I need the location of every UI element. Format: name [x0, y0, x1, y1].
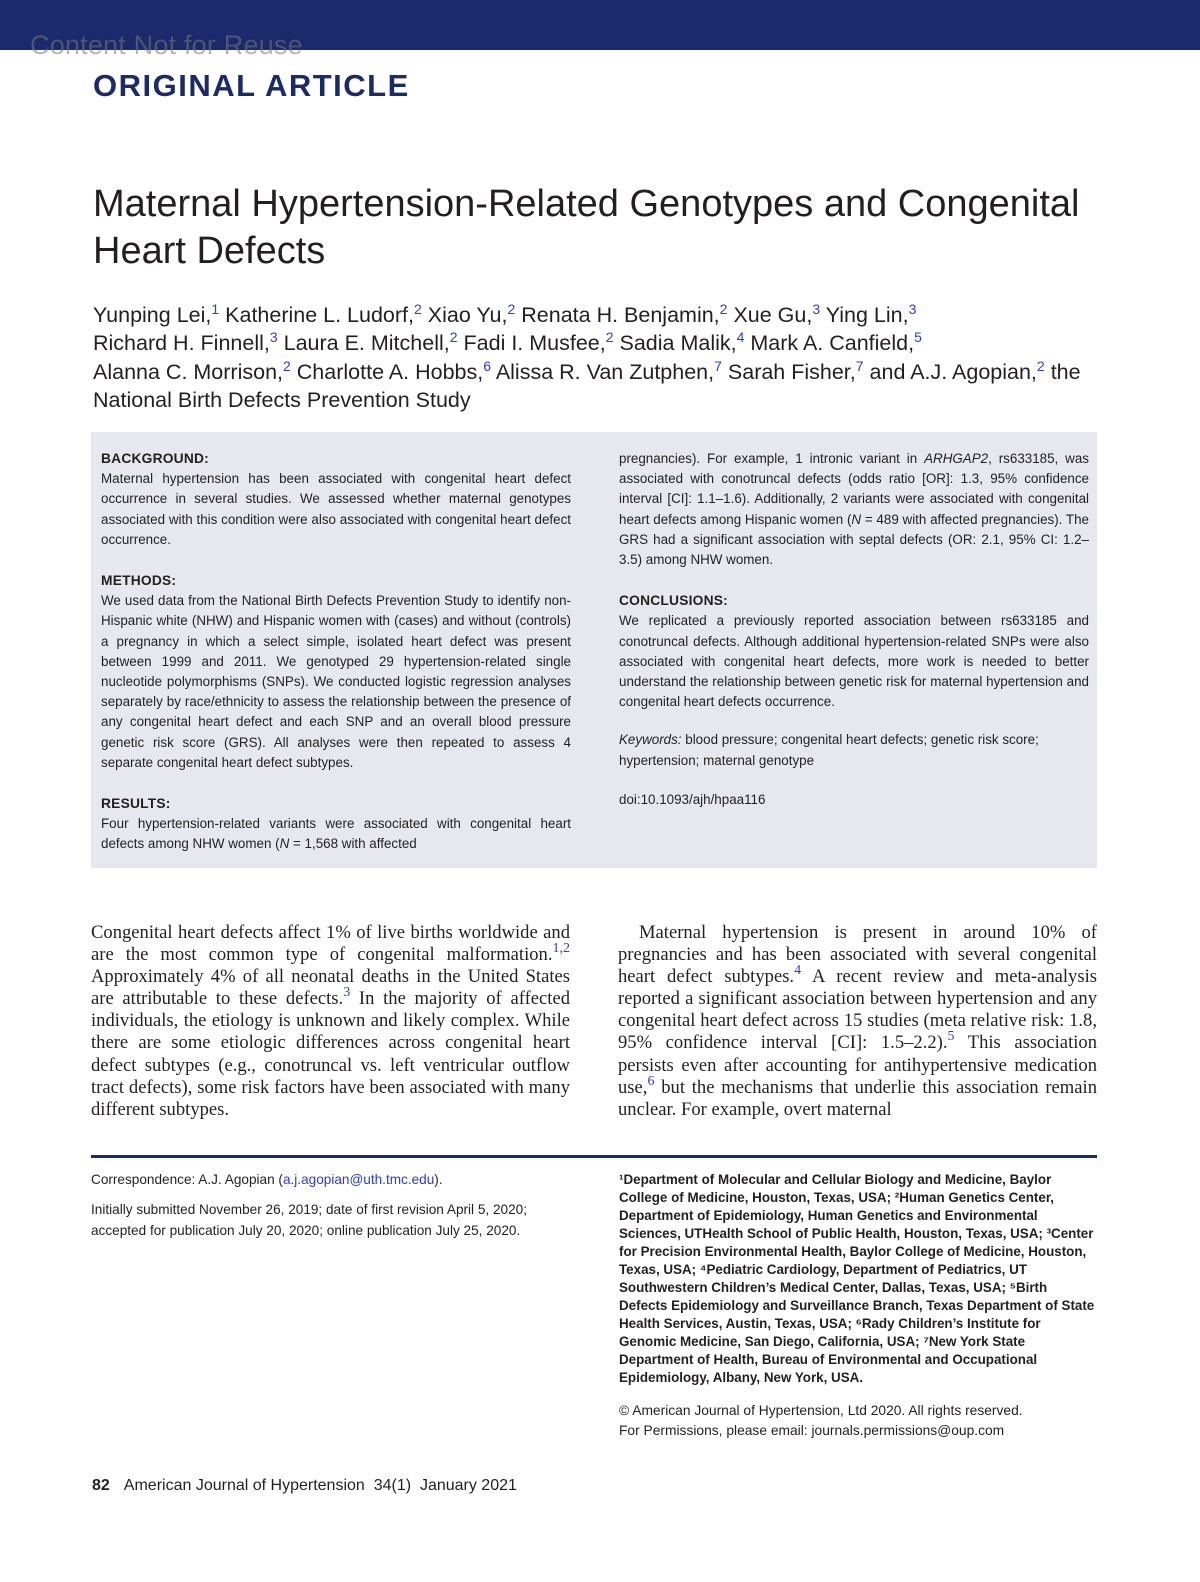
journal-citation: American Journal of Hypertension 34(1) January 2021 — [123, 1477, 517, 1494]
body-text-left-column — [91, 922, 570, 1121]
background-heading: BACKGROUND: — [101, 451, 209, 466]
author-affiliation-ref[interactable]: 3 — [812, 301, 821, 317]
author-affiliation-ref[interactable]: 2 — [414, 301, 422, 317]
page-number: 82 — [92, 1477, 110, 1494]
author: Alanna C. Morrison, — [93, 359, 283, 384]
author-affiliation-ref[interactable]: 2 — [449, 329, 458, 346]
author-affiliation-ref[interactable]: 4 — [736, 329, 745, 346]
correspondence-email-link[interactable]: a.j.agopian@uth.tmc.edu — [282, 1172, 435, 1187]
correspondence-label: Correspondence: A.J. Agopian ( — [91, 1172, 283, 1187]
methods-text: We used data from the National Birth Defects Prevention Study to identify non-Hispanic white (NHW) and Hispanic women with (cases) and without (controls) a pregnancy in which a select simple, isolated heart defect was present between 1999 and 2011. We genotyped 29 hypertension-related single nucleotide polymorphisms (SNPs). We conducted logistic regression analyses separately by race/ethnicity to assess the relationship between the presence of any congenital heart defect and each SNP and an overall blood pressure genetic risk score (GRS). All analyses were then repeated to assess 4 separate congenital heart defect subtypes. — [101, 593, 571, 770]
author: Laura E. Mitchell, — [283, 331, 450, 356]
body-text: but the mechanisms that underlie this association remain unclear. For example, overt maternal — [618, 1076, 1097, 1120]
author: Alissa R. Van Zutphen, — [495, 359, 715, 384]
author-affiliation-ref[interactable]: 2 — [605, 329, 614, 346]
citation-ref[interactable]: 6 — [647, 1073, 655, 1089]
author-affiliation-ref[interactable]: 7 — [714, 357, 722, 374]
abstract-left-column — [101, 449, 571, 855]
author: Katherine L. Ludorf, — [225, 303, 414, 327]
section-label: ORIGINAL ARTICLE — [93, 68, 410, 103]
results-text-continued — [619, 449, 1089, 570]
results-text-part: = 1,568 with affected — [289, 836, 417, 852]
keywords-label: Keywords: — [619, 732, 682, 748]
author-affiliation-ref[interactable]: 2 — [1036, 357, 1045, 374]
abstract-box — [91, 432, 1097, 868]
gene-name: ARHGAP2 — [924, 451, 989, 466]
citation-ref[interactable]: 4 — [794, 963, 802, 979]
author-affiliation-ref[interactable]: 2 — [507, 301, 516, 317]
background-text: Maternal hypertension has been associated with congenital heart defect occurrence in several studies. We assessed whether maternal genotypes associated with this condition were also associated with congenital heart defect occurrence. — [101, 471, 571, 547]
author: Mark A. Canfield, — [750, 331, 915, 356]
copyright-block — [619, 1401, 1097, 1440]
results-text-part: pregnancies). For example, 1 intronic variant in — [619, 451, 925, 466]
body-text: Approximately 4% of all neonatal deaths in the United States are attributable to these defects. — [91, 966, 570, 1010]
conclusions-heading: CONCLUSIONS: — [619, 593, 728, 609]
author: Yunping Lei, — [93, 303, 212, 327]
permissions: For Permissions, please email: journals.permissions@oup.com — [619, 1422, 1005, 1438]
results-text-part: = 489 with affected pregnancies). The GRS had a significant association with septal defects (OR: 2.1, 95% CI: 1.2–3.5) among NHW women. — [619, 511, 1089, 568]
author: Ying Lin, — [825, 303, 909, 327]
correspondence-block — [91, 1170, 569, 1251]
author: Fadi I. Musfee, — [463, 331, 606, 356]
author-affiliation-ref[interactable]: 1 — [211, 301, 220, 317]
results-text-part: Four hypertension-related variants were associated with congenital heart defects among NHW women ( — [101, 816, 571, 852]
author: Xiao Yu, — [427, 303, 508, 327]
correspondence-end: ). — [434, 1172, 443, 1187]
author: Richard H. Finnell, — [93, 331, 270, 356]
copyright: © American Journal of Hypertension, Ltd 2020. All rights reserved. — [619, 1403, 1023, 1418]
author: and A.J. Agopian, — [869, 359, 1037, 384]
doi[interactable]: doi:10.1093/ajh/hpaa116 — [619, 791, 766, 807]
author-affiliation-ref[interactable]: 2 — [283, 357, 291, 374]
conclusions-text: We replicated a previously reported association between rs633185 and conotruncal defects. Although additional hypertension-related SNPs were also associated with congenital heart defects, more work is needed to better understand the relationship between genetic risk for maternal hypertension and congenital heart defects occurrence. — [619, 613, 1089, 710]
abstract-right-column — [619, 449, 1089, 810]
author-affiliation-ref[interactable]: 7 — [855, 357, 864, 374]
affiliations: ¹Department of Molecular and Cellular Biology and Medicine, Baylor College of Medicine, Houston, Texas, USA; ²Human Genetics Center, Department of Epidemiology, Human Genetics and Environmental Sciences, UTHealth School of Public Health, Houston, Texas, USA; ³Center for Precision Environmental Health, Baylor College of Medicine, Houston, Texas, USA; ⁴Pediatric Cardiology, Department of Pediatrics, UT Southwestern Children’s Medical Center, Dallas, Texas, USA; ⁵Birth Defects Epidemiology and Surveillance Branch, Texas Department of State Health Services, Austin, Texas, USA; ⁶Rady Children’s Institute for Genomic Medicine, San Diego, California, USA; ⁷New York State Department of Health, Bureau of Environmental and Occupational Epidemiology, Albany, New York, USA. — [619, 1172, 1095, 1385]
author-affiliation-ref[interactable]: 5 — [914, 329, 922, 346]
results-text — [101, 814, 571, 854]
page-footer — [92, 1477, 517, 1495]
author-affiliation-ref[interactable]: 3 — [269, 329, 278, 346]
author: Sadia Malik, — [619, 331, 737, 356]
citation-ref[interactable]: 1,2 — [552, 941, 570, 957]
citation-ref[interactable]: 3 — [343, 985, 351, 1001]
author: Charlotte A. Hobbs, — [296, 359, 484, 384]
keywords-text: blood pressure; congenital heart defects; genetic risk score; hypertension; maternal genotype — [619, 732, 1039, 768]
author: Sarah Fisher, — [727, 359, 856, 384]
body-text: This association persists even after accounting for antihypertensive medication use, — [618, 1032, 1097, 1098]
footnote-divider — [91, 1155, 1097, 1158]
body-text-right-column — [618, 922, 1097, 1121]
author-list — [93, 301, 1123, 414]
body-text: In the majority of affected individuals, the etiology is unknown and likely complex. While there are some etiologic differences across congenital heart defect subtypes (e.g., conotruncal vs. left ventricular outflow tract defects), some risk factors have been associated with many different subtypes. — [91, 988, 570, 1120]
body-text: Maternal hypertension is present in around 10% of pregnancies and has been associated with several congenital heart defect subtypes. — [618, 922, 1097, 988]
correspondence — [91, 1170, 569, 1190]
watermark: Content Not for Reuse — [30, 30, 303, 60]
results-heading: RESULTS: — [101, 796, 171, 812]
author-affiliation-ref[interactable]: 3 — [908, 301, 917, 317]
results-text-part: , rs633185, was associated with conotruncal defects (odds ratio [OR]: 1.3, 95% confidence interval [CI]: 1.1–1.6). Additionally, 2 variants were associated with congenital heart defects among Hispanic women ( — [619, 451, 1089, 527]
body-text: A recent review and meta-analysis reported a significant association between hypertension and any congenital heart defect across 15 studies (meta relative risk: 1.8, 95% confidence interval [CI]: 1.5–2.2). — [618, 966, 1097, 1054]
methods-heading: METHODS: — [101, 573, 177, 589]
keywords — [619, 730, 1089, 770]
citation-ref[interactable]: 5 — [947, 1029, 955, 1045]
author: Renata H. Benjamin, — [521, 303, 720, 327]
submission-dates: Initially submitted November 26, 2019; date of first revision April 5, 2020; accepted for publication July 20, 2020; online publication July 25, 2020. — [91, 1202, 527, 1238]
article-title: Maternal Hypertension-Related Genotypes and Congenital Heart Defects — [93, 183, 1080, 272]
body-text: Congenital heart defects affect 1% of live births worldwide and are the most common type of congenital malformation. — [91, 922, 570, 966]
author-affiliation-ref[interactable]: 6 — [483, 357, 492, 374]
results-n-symbol: N — [279, 836, 290, 852]
author: Xue Gu, — [733, 303, 813, 327]
results-n-symbol: N — [851, 511, 862, 527]
author-affiliation-ref[interactable]: 2 — [719, 301, 728, 317]
author-group: the National Birth Defects Prevention Study — [93, 359, 1081, 412]
